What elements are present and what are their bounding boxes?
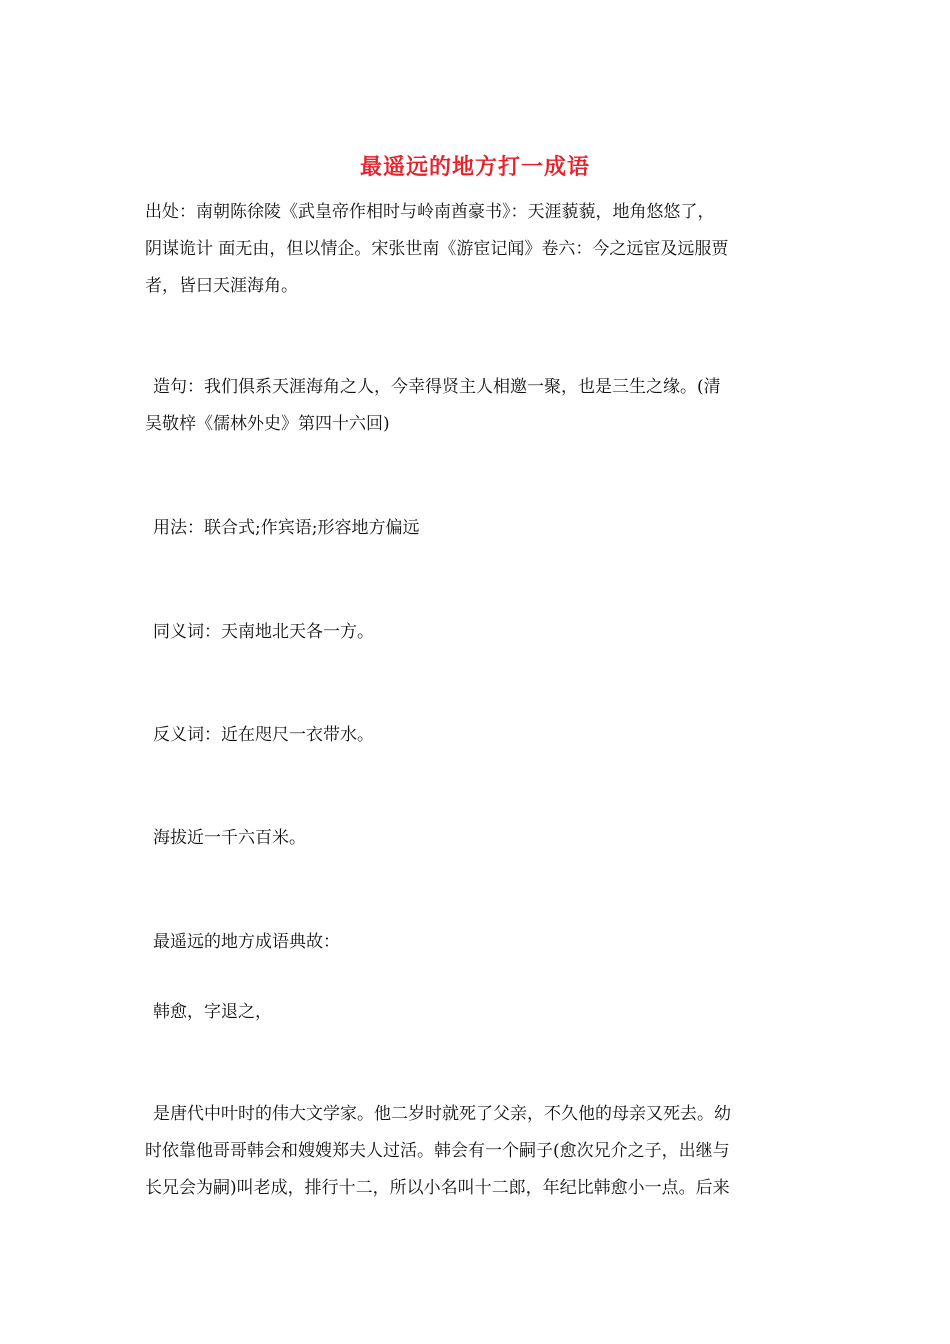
story-heading: 最遥远的地方成语典故： xyxy=(153,932,340,952)
source-paragraph xyxy=(145,194,807,305)
story-intro: 韩愈，字退之， xyxy=(153,1002,272,1022)
example-line: 吴敬梓《儒林外史》第四十六回) xyxy=(145,414,390,434)
story-line: 时依靠他哥哥韩会和嫂嫂郑夫人过活。韩会有一个嗣子(愈次兄介之子，出继与 xyxy=(145,1141,730,1161)
synonym-paragraph: 同义词：天南地北天各一方。 xyxy=(153,622,374,642)
antonym-paragraph: 反义词：近在咫尺一衣带水。 xyxy=(153,725,374,745)
story-line: 是唐代中叶时的伟大文学家。他二岁时就死了父亲，不久他的母亲又死去。幼 xyxy=(153,1104,731,1124)
example-paragraph xyxy=(145,369,807,443)
source-line: 者，皆曰天涯海角。 xyxy=(145,276,298,296)
story-line: 长兄会为嗣)叫老成，排行十二，所以小名叫十二郎，年纪比韩愈小一点。后来 xyxy=(145,1178,730,1198)
altitude-paragraph: 海拔近一千六百米。 xyxy=(153,828,306,848)
source-line: 阴谋诡计 面无由，但以情企。宋张世南《游宦记闻》卷六：今之远宦及远服贾 xyxy=(145,239,729,259)
story-paragraph xyxy=(145,1096,807,1207)
usage-paragraph: 用法：联合式;作宾语;形容地方偏远 xyxy=(153,518,420,538)
document-title: 最遥远的地方打一成语 xyxy=(359,154,590,180)
source-line: 出处：南朝陈徐陵《武皇帝作相时与岭南酋豪书》：天涯藐藐，地角悠悠了， xyxy=(145,202,715,222)
example-line: 造句：我们俱系天涯海角之人，今幸得贤主人相邀一聚，也是三生之缘。(清 xyxy=(153,377,721,397)
